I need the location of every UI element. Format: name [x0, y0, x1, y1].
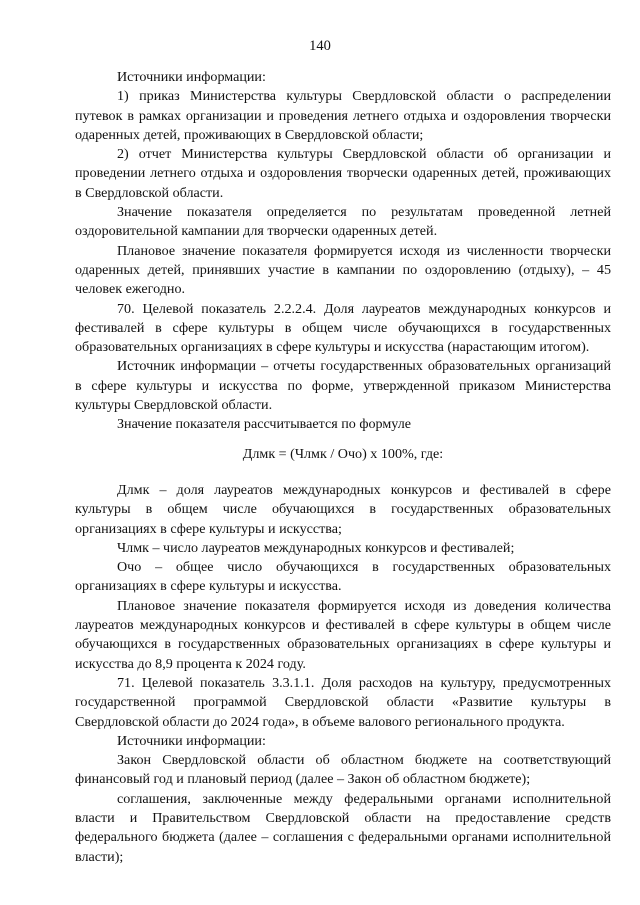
- page-number: 140: [309, 38, 331, 54]
- paragraph-indicator-value: Значение показателя определяется по результатам проведенной летней оздоровительной кампании для творчески одаренных детей.: [75, 204, 611, 240]
- sources-heading: Источники информации:: [117, 69, 266, 85]
- paragraph-planned-value: Плановое значение показателя формируется исходя из численности творчески одаренных детей, принявших участие в кампании по оздоровлению (отдыху), – 45 человек ежегодно.: [75, 242, 611, 298]
- paragraph-definition-dlmk: Длмк – доля лауреатов международных конкурсов и фестивалей в сфере культуры в общем числе обучающихся в государственных образовательных организациях в сфере культуры и искусства;: [75, 481, 611, 537]
- paragraph-info-source: Источник информации – отчеты государственных образовательных организаций в сфере культуры и искусства по форме, утвержденной приказом Министерства культуры Свердловской области.: [75, 358, 611, 414]
- paragraph-formula-intro: Значение показателя рассчитывается по формуле: [117, 416, 412, 433]
- paragraph-planned-value-70: Плановое значение показателя формируется исходя из доведения количества лауреатов международных конкурсов и фестивалей в сфере культуры в общем числе обучающихся в государственных образовательных организациях в сфере культуры и искусства до 8,9 процента к 2024 году.: [75, 597, 611, 672]
- paragraph-indicator-70: 70. Целевой показатель 2.2.2.4. Доля лауреатов международных конкурсов и фестивалей в сфере культуры в общем числе обучающихся в государственных образовательных организациях в сфере культуры и искусства (нарастающим итогом).: [75, 300, 611, 356]
- sources-heading-2: Источники информации:: [117, 732, 266, 749]
- formula: Длмк = (Члмк / Очо) x 100%, где:: [242, 445, 444, 462]
- paragraph-definition-chlmk: Члмк – число лауреатов международных конкурсов и фестивалей;: [117, 539, 515, 556]
- paragraph-source-2: 2) отчет Министерства культуры Свердловской области об организации и проведении летнего отдыха и оздоровления творчески одаренных детей, проживающих в Свердловской области.: [75, 146, 611, 201]
- paragraph-indicator-71: 71. Целевой показатель 3.3.1.1. Доля расходов на культуру, предусмотренных государственной программой Свердловской области «Развитие культуры в Свердловской области до 2024 года», в объеме валового регионального продукта.: [75, 674, 611, 730]
- paragraph-definition-ocho: Очо – общее число обучающихся в государственных образовательных организациях в сфере культуры и искусства.: [75, 559, 611, 595]
- paragraph-budget-law: Закон Свердловской области об областном бюджете на соответствующий финансовый год и плановый период (далее – Закон об областном бюджете);: [75, 752, 611, 788]
- paragraph-agreements: соглашения, заключенные между федеральными органами исполнительной власти и Правительством Свердловской области на предоставление средств федерального бюджета (далее – соглашения с федеральными органами исполнительной власти);: [75, 790, 611, 865]
- paragraph-source-1: 1) приказ Министерства культуры Свердловской области о распределении путевок в рамках организации и проведения летнего отдыха и оздоровления творчески одаренных детей, проживающих в Свердловской области;: [75, 88, 611, 143]
- document-body: [75, 68, 611, 867]
